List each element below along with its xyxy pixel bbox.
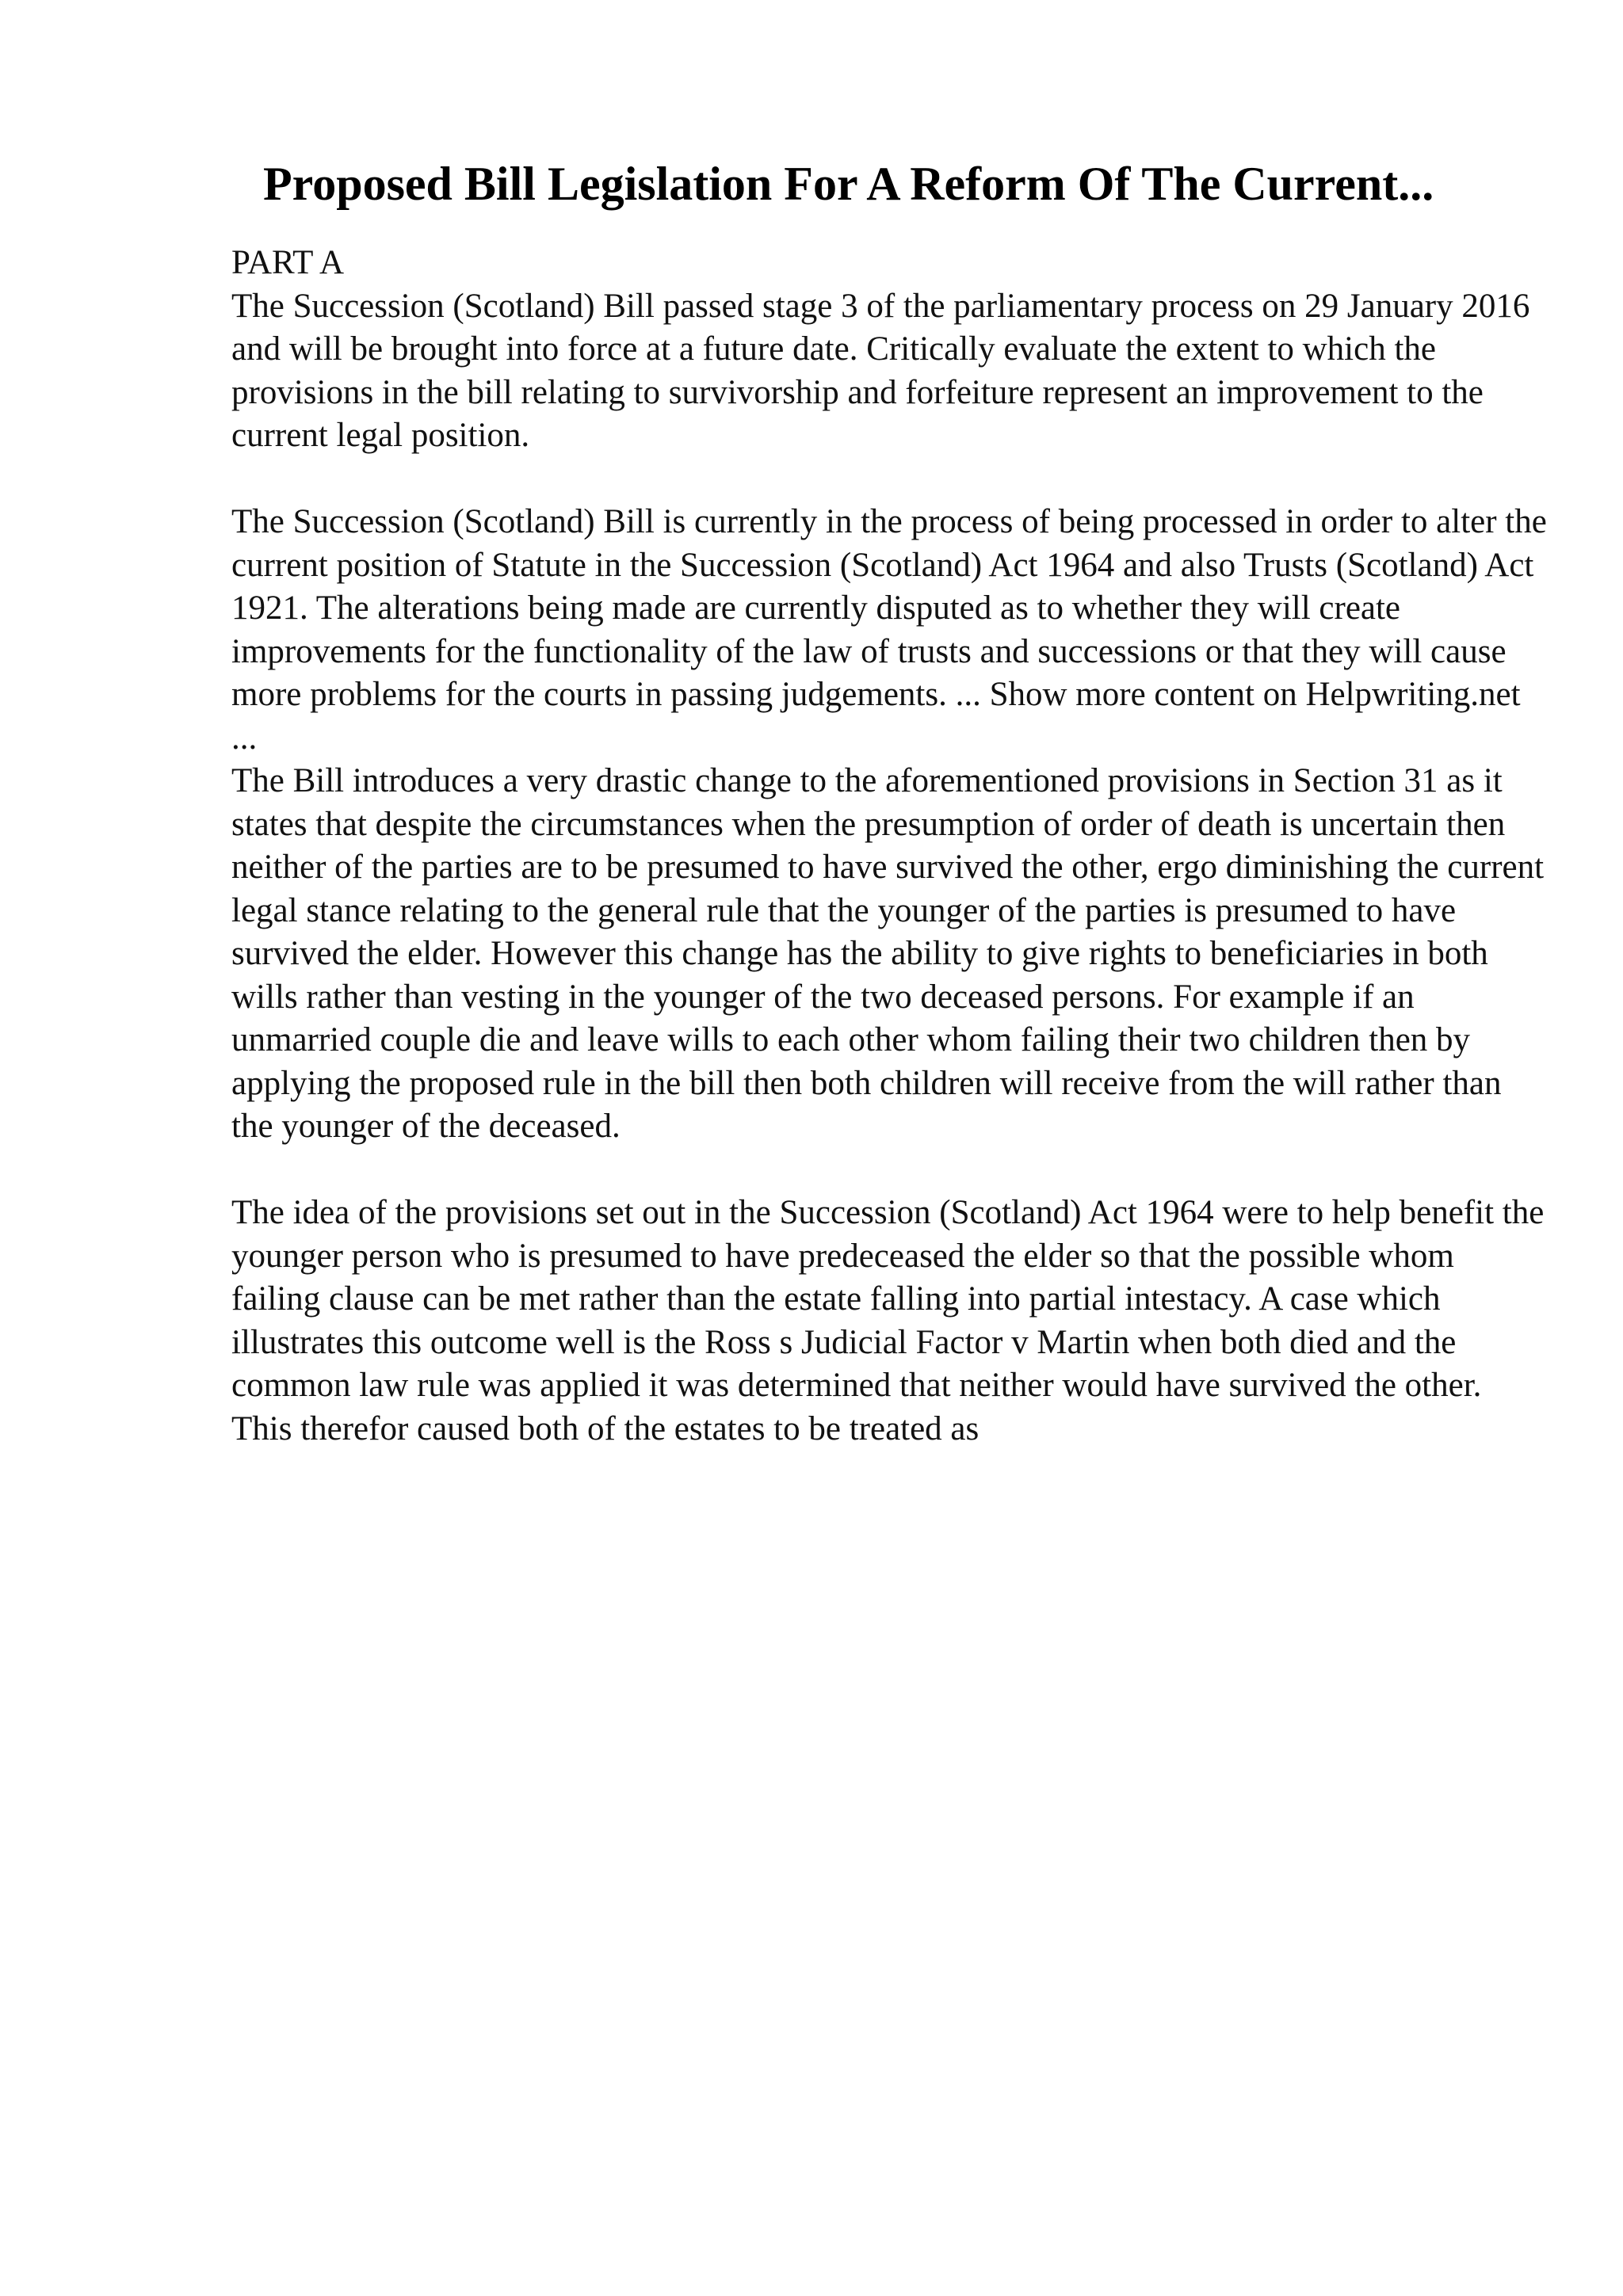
document-title: Proposed Bill Legislation For A Reform Of The Current...: [263, 158, 1434, 210]
part-heading: PART A: [231, 244, 345, 281]
document-body: [231, 242, 1547, 1451]
paragraph-gap: [231, 1149, 1547, 1192]
paragraph-gap: [231, 458, 1547, 502]
body-paragraph-2: The Bill introduces a very drastic change to the aforementioned provisions in Section 31 as it states that despite the circumstances when the presumption of order of death is uncertain then neither of the parties are to be presumed to have survived the other, ergo diminishing the current legal stance relating to the general rule that the younger of the parties is presumed to have survived the elder. However this change has the ability to give rights to beneficiaries in both wills rather than vesting in the younger of the two deceased persons. For example if an unmarried couple die and leave wills to each other whom failing their two children then by applying the proposed rule in the bill then both children will receive from the will rather than the younger of the deceased.: [231, 762, 1545, 1145]
question-paragraph: The Succession (Scotland) Bill passed stage 3 of the parliamentary process on 29 January 2016 and will be brought into force at a future date. Critically evaluate the extent to which the provisions in the bill relating to survivorship and forfeiture represent an improvement to the current legal position.: [231, 287, 1530, 454]
body-paragraph-1: The Succession (Scotland) Bill is currently in the process of being processed in order to alter the current position of Statute in the Succession (Scotland) Act 1964 and also Trusts (Scotland) Act 1921. The alterations being made are currently disputed as to whether they will create improvements for the functionality of the law of trusts and successions or that they will cause more problems for the courts in passing judgements. ... Show more content on Helpwriting.net ...: [231, 503, 1547, 757]
body-paragraph-3: The idea of the provisions set out in the Succession (Scotland) Act 1964 were to help benefit the younger person who is presumed to have predeceased the elder so that the possible whom failing clause can be met rather than the estate falling into partial intestacy. A case which illustrates this outcome well is the Ross s Judicial Factor v Martin when both died and the common law rule was applied it was determined that neither would have survived the other. This therefor caused both of the estates to be treated as: [231, 1194, 1545, 1447]
